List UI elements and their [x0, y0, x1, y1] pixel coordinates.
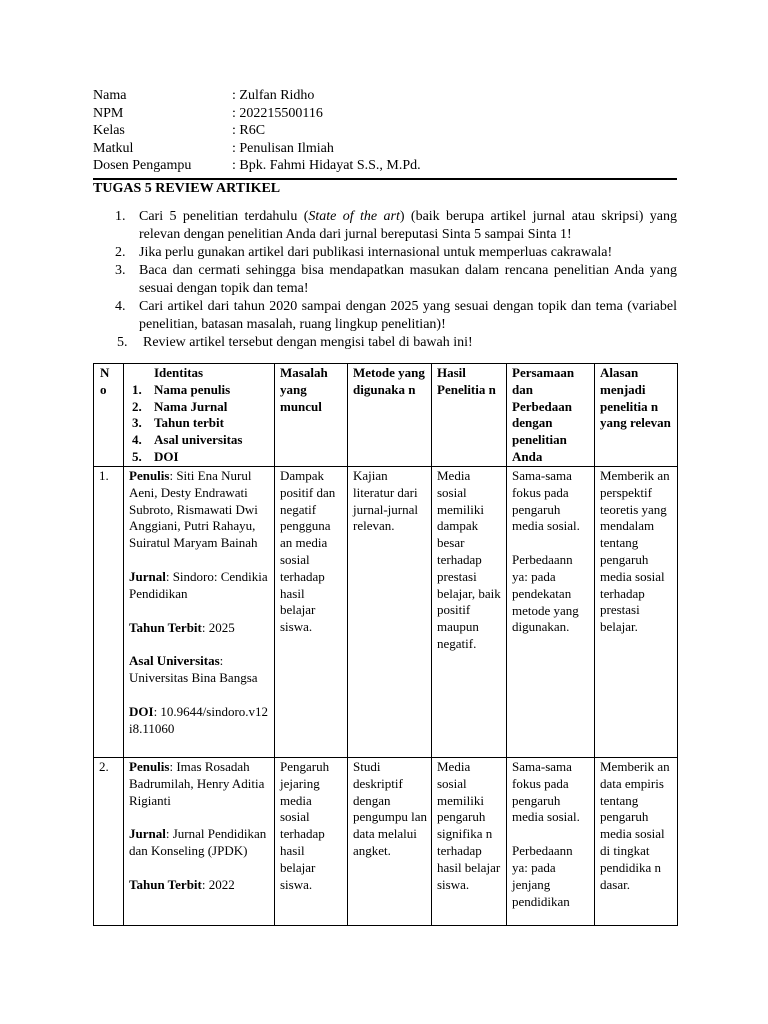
list-number: 2.: [132, 398, 142, 414]
row-hasil: Media sosial memiliki pengaruh signifika n terhadap hasil belajar siswa.: [432, 758, 507, 926]
task-text: Baca dan cermati sehingga bisa mendapatkan masukan dalam rencana penelitian Anda yang sesuai dengan topik dan tema!: [139, 262, 677, 296]
header-masalah: Masalah yang muncul: [275, 364, 348, 467]
list-number: 4.: [132, 432, 142, 448]
field-label: Penulis: [129, 468, 170, 483]
field-label: Tahun Terbit: [129, 876, 202, 892]
field-label: DOI: [129, 703, 154, 719]
review-table: [93, 363, 678, 926]
list-item: [129, 432, 270, 449]
info-value: : 202215500116: [232, 105, 323, 121]
field-value: : Imas Rosadah Badrumilah, Henry Aditia Rigianti: [129, 759, 265, 808]
row-masalah: Pengaruh jejaring media sosial terhadap hasil belajar siswa.: [275, 758, 348, 926]
identitas-jurnal: [129, 569, 270, 603]
perbedaan-text: Perbedaann ya: pada jenjang pendidikan: [512, 843, 573, 909]
list-item: [129, 382, 270, 399]
info-value: : Zulfan Ridho: [232, 88, 315, 103]
info-row-matkul: [93, 140, 677, 158]
row-alasan: Memberik an data empiris tentang pengaruh media sosial di tingkat pendidika n dasar.: [595, 758, 678, 926]
row-identitas: [124, 467, 275, 758]
list-text: Nama Jurnal: [154, 398, 228, 414]
task-title: TUGAS 5 REVIEW ARTIKEL: [93, 180, 281, 196]
list-text: Asal universitas: [154, 432, 243, 448]
field-value: : Sindoro: Cendikia Pendidikan: [129, 568, 268, 601]
task-number: 1.: [115, 208, 126, 224]
info-row-nama: [93, 87, 677, 105]
list-item: [129, 399, 270, 416]
task-number: 3.: [115, 262, 126, 278]
row-persamaan: [507, 467, 595, 758]
info-label: Dosen Pengampu: [93, 158, 192, 173]
persamaan-text: Sama-sama fokus pada pengaruh media sosial.: [512, 759, 580, 825]
table-row: [94, 467, 678, 758]
task-number: 5.: [117, 334, 128, 350]
header-identitas: [124, 364, 275, 467]
table-header-row: [94, 364, 678, 467]
row-hasil: Media sosial memiliki dampak besar terhadap prestasi belajar, baik positif maupun negatif.: [432, 467, 507, 758]
identitas-penulis: [129, 468, 270, 552]
info-label: Nama: [93, 88, 127, 103]
list-item: [129, 449, 270, 466]
task-text: Cari artikel dari tahun 2020 sampai dengan 2025 yang sesuai dengan topik dan tema (variabel penelitian, batasan masalah, ruang lingkup penelitian)!: [139, 298, 677, 332]
row-alasan: Memberik an perspektif teoretis yang mendalam tentang pengaruh media sosial terhadap prestasi belajar.: [595, 467, 678, 758]
list-number: 5.: [132, 448, 142, 464]
task-item: [93, 244, 677, 262]
table-row: [94, 758, 678, 926]
task-text: Review artikel tersebut dengan mengisi tabel di bawah ini!: [143, 334, 473, 350]
task-list: [93, 208, 677, 352]
row-metode: Kajian literatur dari jurnal-jurnal relevan.: [348, 467, 432, 758]
info-label: Kelas: [93, 123, 125, 138]
document-page: [93, 87, 677, 352]
identitas-asal: [129, 653, 270, 687]
identitas-penulis: [129, 759, 270, 809]
field-label: Tahun Terbit: [129, 619, 202, 635]
task-text: Jika perlu gunakan artikel dari publikasi internasional untuk memperluas cakrawala!: [139, 244, 613, 260]
row-masalah: Dampak positif dan negatif pengguna an media sosial terhadap hasil belajar siswa.: [275, 467, 348, 758]
field-value: : Universitas Bina Bangsa: [129, 653, 258, 686]
info-label: Matkul: [93, 140, 134, 156]
info-label: NPM: [93, 105, 124, 121]
info-row-dosen: [93, 157, 677, 175]
header-identitas-title: Identitas: [154, 365, 204, 380]
identitas-jurnal: [129, 826, 270, 860]
header-hasil: Hasil Penelitia n: [432, 364, 507, 467]
list-text: DOI: [154, 448, 179, 464]
student-info: [93, 87, 677, 175]
field-value: : 10.9644/sindoro.v12i8.11060: [129, 703, 269, 736]
identitas-tahun: [129, 620, 270, 637]
task-number: 2.: [115, 244, 126, 260]
task-item: [93, 298, 677, 334]
info-row-npm: [93, 105, 677, 123]
row-metode: Studi deskriptif dengan pengumpu lan data melalui angket.: [348, 758, 432, 926]
field-label: Asal Universitas: [129, 653, 220, 669]
info-value: : Penulisan Ilmiah: [232, 140, 334, 156]
task-item: [93, 262, 677, 298]
list-item: [129, 415, 270, 432]
identitas-tahun: [129, 877, 270, 894]
list-text: Nama penulis: [154, 381, 231, 397]
header-no: N o: [94, 364, 124, 467]
info-row-kelas: [93, 122, 677, 140]
list-number: 1.: [132, 381, 142, 397]
identitas-doi: [129, 704, 270, 738]
header-alasan: Alasan menjadi penelitia n yang relevan: [595, 364, 678, 467]
task-item: [93, 208, 677, 244]
field-value: : Siti Ena Nurul Aeni, Desty Endrawati Subroto, Rismawati Dwi Anggiani, Putri Rahayu, Suiratul Maryam Bainah: [129, 468, 258, 551]
field-label: Jurnal: [129, 568, 166, 584]
field-label: Jurnal: [129, 826, 166, 842]
field-value: : 2025: [201, 619, 235, 635]
row-identitas: [124, 758, 275, 926]
info-value: : Bpk. Fahmi Hidayat S.S., M.Pd.: [232, 158, 421, 173]
list-number: 3.: [132, 415, 142, 431]
task-text-italic: State of the art: [308, 208, 400, 224]
task-text: Cari 5 penelitian terdahulu (: [139, 208, 309, 224]
list-text: Tahun terbit: [154, 415, 224, 431]
task-item: [93, 334, 677, 352]
header-identitas-list: [129, 382, 270, 466]
task-text: ) (baik berupa artikel jurnal atau skripsi) yang relevan dengan penelitian Anda dari jurnal bereputasi Sinta 5 sampai Sinta 1!: [139, 208, 678, 242]
field-label: Penulis: [129, 759, 170, 774]
header-metode: Metode yang digunaka n: [348, 364, 432, 467]
row-no: 2.: [94, 758, 124, 926]
task-number: 4.: [115, 298, 126, 314]
row-no: 1.: [94, 467, 124, 758]
field-value: : 2022: [201, 876, 235, 892]
persamaan-text: Sama-sama fokus pada pengaruh media sosial.: [512, 468, 580, 534]
perbedaan-text: Perbedaann ya: pada pendekatan metode yang digunakan.: [512, 552, 579, 635]
row-persamaan: [507, 758, 595, 926]
field-value: : Jurnal Pendidikan dan Konseling (JPDK): [129, 826, 267, 859]
header-persamaan: Persamaan dan Perbedaan dengan penelitian Anda: [507, 364, 595, 467]
info-value: : R6C: [232, 123, 266, 138]
